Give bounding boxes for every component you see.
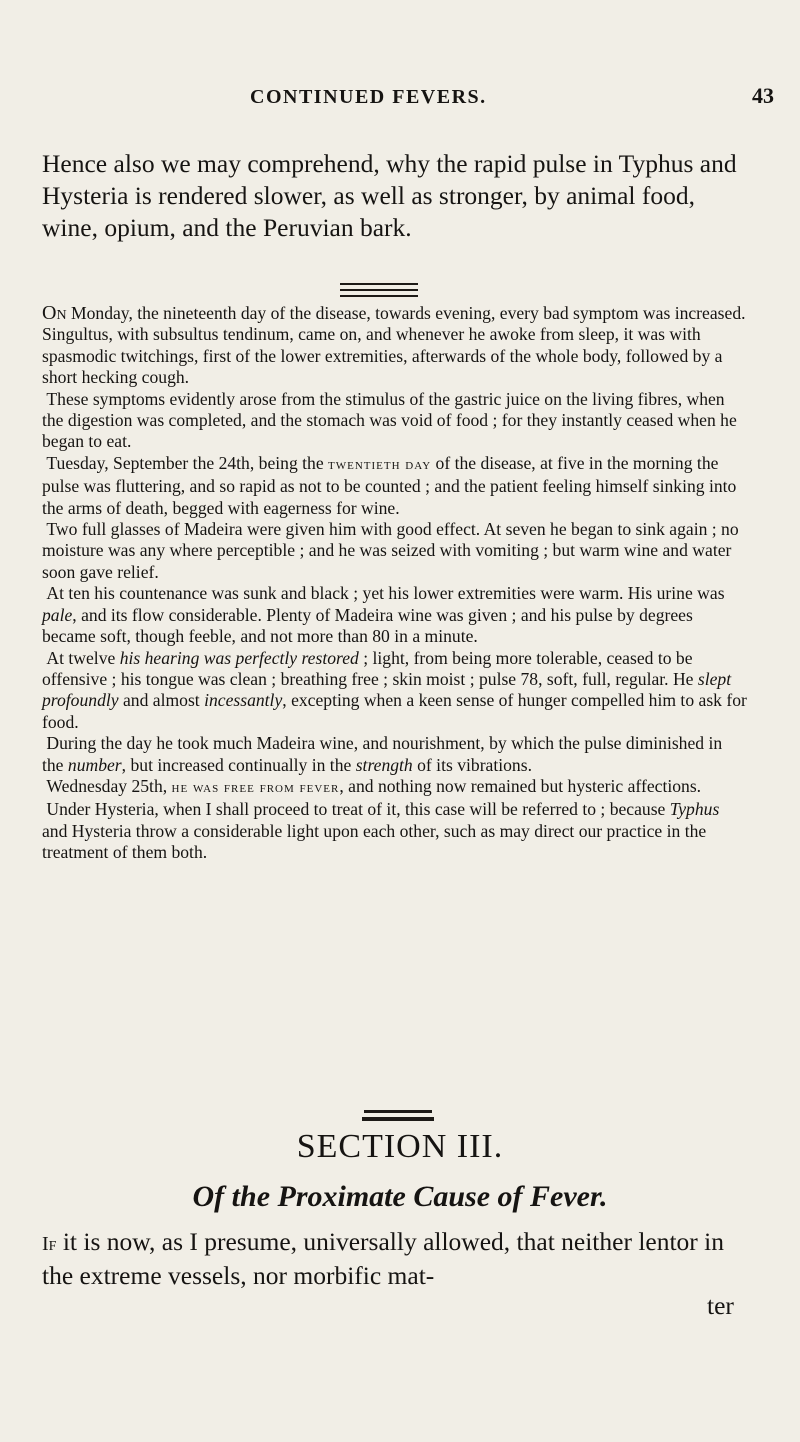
italic-text: Typhus [669,799,720,820]
paragraph-text: These symptoms evidently arose from the stimulus of the gastric juice on the living fibres, when the digestion was completed, and the stomach was void of food ; for they instantly ceased when he began to eat. [42,388,737,452]
case-paragraph [42,303,748,389]
divider-rule [340,289,418,291]
paragraph-text: At ten his countenance was sunk and black ; yet his lower extremities were warm. His urine was [46,583,725,604]
paragraph-text: , but increased continually in the [121,754,356,775]
paragraph-text: , and its flow considerable. Plenty of Madeira wine was given ; and his pulse by degrees became soft, though feeble, and not more than 80 in a minute. [42,604,693,647]
paragraph-text: it is now, as I presume, universally allowed, that neither lentor in the extreme vessels, nor morbific mat- [42,1227,725,1290]
page-number: 43 [752,83,774,108]
paragraph-text: , excepting when a keen sense of hunger compelled him to ask for food. [42,690,747,732]
paragraph-text: During the day he took much Madeira wine, and nourishment, by which the pulse diminished in the [42,733,723,775]
case-paragraph [42,776,748,799]
paragraph-text: Under Hysteria, when I shall proceed to treat of it, this case will be referred to ; because [46,799,670,820]
case-paragraph [42,648,748,734]
case-paragraph [42,389,748,453]
section-divider [362,1117,434,1121]
italic-text: pale [42,604,73,625]
paragraph-text: At twelve [46,647,120,668]
small-caps-text: he was free from fever [171,779,340,796]
case-paragraph [42,799,748,863]
small-caps-text: twentieth day [328,456,432,473]
closing-paragraph [42,1226,742,1292]
italic-text: strength [355,754,413,775]
paragraph-text: of the disease, at five in the morning the pulse was fluttering, and so rapid as not to be counted ; and the patient feeling himself sinking into the arms of death, begged with eagerness for wine. [42,452,737,518]
running-head: CONTINUED FEVERS. [250,86,487,108]
divider-rule [340,295,418,297]
intro-paragraph: Hence also we may comprehend, why the rapid pulse in Typhus and Hysteria is rendered slower, as well as stronger, by animal food, wine, opium, and the Peruvian bark. [42,149,737,242]
paragraph-text: and Hysteria throw a considerable light upon each other, such as may direct our practice in the treatment of them both. [42,820,707,863]
case-paragraph [42,519,748,583]
lead-word: If [42,1233,57,1255]
paragraph-text: of its vibrations. [412,754,532,775]
catchword: ter [707,1291,734,1320]
paragraph-text: Two full glasses of Madeira were given him with good effect. At seven he began to sink again ; no moisture was any where perceptible ; and he was seized with vomiting ; but warm wine and water soon gave relief. [42,519,739,582]
paragraph-text: , and nothing now remained but hysteric affections. [339,775,702,796]
paragraph-text: Wednesday 25th, [46,775,172,796]
italic-text: his hearing was perfectly restored [119,647,359,668]
case-paragraph [42,453,748,519]
lead-word: On [42,302,67,324]
divider-rule [340,283,418,285]
section-divider [364,1110,432,1113]
paragraph-text: and almost [118,690,205,711]
paragraph-text: ; light, from being more tolerable, ceased to be offensive ; his tongue was clean ; breathing free ; skin moist ; pulse 78, soft, full, regular. He [42,647,698,689]
italic-text: number [67,754,122,775]
page-header [0,83,800,116]
case-paragraph [42,733,748,776]
italic-text: incessantly [204,690,283,711]
section-subtitle: Of the Proximate Cause of Fever. [192,1180,608,1213]
section-title: SECTION III. [296,1128,504,1165]
paragraph-text: Tuesday, September the 24th, being the [46,452,329,473]
paragraph-text: Monday, the nineteenth day of the disease, towards evening, every bad symptom was increased. Singultus, with subsultus tendinum, came on, and whenever he awoke from sleep, it was with spasmodic twitchings, first of the lower extremities, afterwards of the whole body, followed by a short hecking cough. [42,303,746,388]
case-history [42,303,748,864]
case-paragraph [42,583,748,647]
italic-text: slept profoundly [42,668,732,711]
